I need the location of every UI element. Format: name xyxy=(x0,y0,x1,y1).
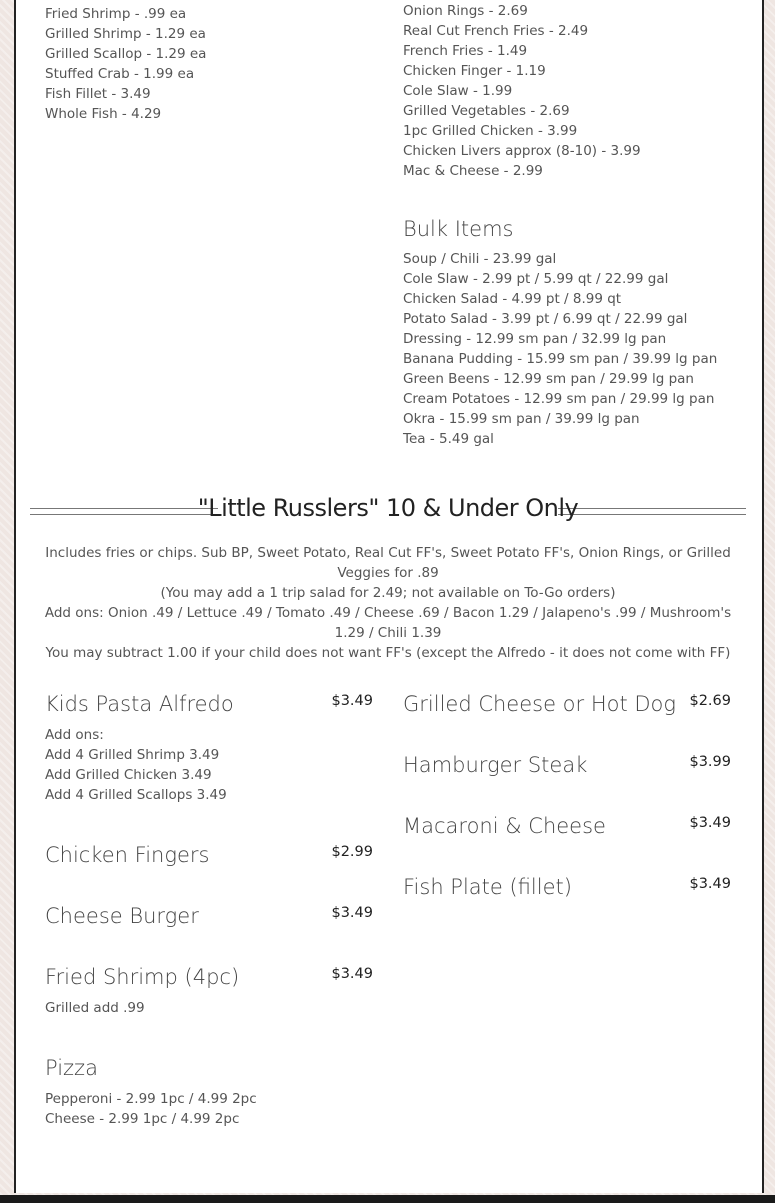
kids-desc-line: Add ons: Onion .49 / Lettuce .49 / Tomato .49 / Cheese .69 / Bacon 1.29 / Jalapeno's .99 / Mushroom's 1.29 / Chili 1.39 xyxy=(44,605,732,641)
kids-section-title: "Little Russlers" 10 & Under Only xyxy=(197,494,579,522)
bulk-title: Bulk Items xyxy=(403,217,514,241)
option-line: Add ons: xyxy=(45,727,104,743)
option-line: Pepperoni - 2.99 1pc / 4.99 2pc xyxy=(45,1091,257,1107)
list-item: Potato Salad - 3.99 pt / 6.99 qt / 22.99 gal xyxy=(403,311,688,327)
list-item: Chicken Finger - 1.19 xyxy=(403,63,546,79)
bulk-section xyxy=(403,215,738,449)
list-item: Chicken Salad - 4.99 pt / 8.99 qt xyxy=(403,291,622,307)
item-price: $3.49 xyxy=(331,693,373,709)
item-price: $3.99 xyxy=(689,754,731,770)
item-options xyxy=(45,998,375,1018)
menu-item-cheese-burger xyxy=(45,902,375,930)
menu-item-fried-shrimp xyxy=(45,963,375,1018)
footer-bar xyxy=(0,1195,775,1203)
item-name: Cheese Burger xyxy=(45,904,199,928)
list-item: Okra - 15.99 sm pan / 39.99 lg pan xyxy=(403,411,640,427)
list-item: Tea - 5.49 gal xyxy=(403,431,494,447)
item-price: $2.69 xyxy=(689,693,731,709)
option-line: Add 4 Grilled Scallops 3.49 xyxy=(45,787,227,803)
kids-section-header xyxy=(30,490,746,530)
list-item: Chicken Livers approx (8-10) - 3.99 xyxy=(403,143,641,159)
item-options xyxy=(45,725,375,805)
item-options xyxy=(45,1089,375,1129)
seafood-list xyxy=(45,4,375,124)
item-price: $3.49 xyxy=(689,815,731,831)
item-name: Pizza xyxy=(45,1056,98,1080)
list-item: Green Beens - 12.99 sm pan / 29.99 lg pan xyxy=(403,371,694,387)
kids-desc-line: (You may add a 1 trip salad for 2.49; not available on To-Go orders) xyxy=(160,585,616,601)
list-item: Soup / Chili - 23.99 gal xyxy=(403,251,557,267)
menu-item-pizza xyxy=(45,1054,375,1129)
sides-list xyxy=(403,1,738,181)
list-item: Grilled Shrimp - 1.29 ea xyxy=(45,26,206,42)
item-price: $3.49 xyxy=(331,966,373,982)
menu-item-chicken-fingers xyxy=(45,841,375,869)
item-name: Hamburger Steak xyxy=(403,753,588,777)
item-name: Fried Shrimp (4pc) xyxy=(45,965,240,989)
list-item: Fish Fillet - 3.49 xyxy=(45,86,151,102)
item-name: Chicken Fingers xyxy=(45,843,210,867)
item-name: Macaroni & Cheese xyxy=(403,814,606,838)
list-item: Onion Rings - 2.69 xyxy=(403,3,528,19)
menu-item-macaroni-cheese xyxy=(403,812,733,840)
option-line: Cheese - 2.99 1pc / 4.99 2pc xyxy=(45,1111,240,1127)
list-item: Cream Potatoes - 12.99 sm pan / 29.99 lg pan xyxy=(403,391,715,407)
item-name: Kids Pasta Alfredo xyxy=(45,692,234,716)
kids-desc-line: Includes fries or chips. Sub BP, Sweet Potato, Real Cut FF's, Sweet Potato FF's, Onion Rings, or Grilled Veggies for .89 xyxy=(45,545,731,581)
menu-item-grilled-cheese-hot-dog xyxy=(403,690,733,718)
option-line: Add 4 Grilled Shrimp 3.49 xyxy=(45,747,220,763)
list-item: French Fries - 1.49 xyxy=(403,43,528,59)
list-item: Stuffed Crab - 1.99 ea xyxy=(45,66,195,82)
menu-item-fish-plate xyxy=(403,873,733,901)
menu-item-hamburger-steak xyxy=(403,751,733,779)
list-item: Cole Slaw - 2.99 pt / 5.99 qt / 22.99 gal xyxy=(403,271,669,287)
list-item: Fried Shrimp - .99 ea xyxy=(45,6,187,22)
item-price: $3.49 xyxy=(689,876,731,892)
item-price: $2.99 xyxy=(331,844,373,860)
list-item: Cole Slaw - 1.99 xyxy=(403,83,513,99)
item-price: $3.49 xyxy=(331,905,373,921)
option-line: Add Grilled Chicken 3.49 xyxy=(45,767,212,783)
list-item: Banana Pudding - 15.99 sm pan / 39.99 lg pan xyxy=(403,351,718,367)
list-item: Dressing - 12.99 sm pan / 32.99 lg pan xyxy=(403,331,667,347)
list-item: Mac & Cheese - 2.99 xyxy=(403,163,543,179)
menu-item-kids-pasta-alfredo xyxy=(45,690,375,805)
kids-desc-line: You may subtract 1.00 if your child does not want FF's (except the Alfredo - it does not come with FF) xyxy=(45,645,731,661)
option-line: Grilled add .99 xyxy=(45,1000,145,1016)
item-name: Grilled Cheese or Hot Dog xyxy=(403,692,677,716)
list-item: 1pc Grilled Chicken - 3.99 xyxy=(403,123,578,139)
list-item: Whole Fish - 4.29 xyxy=(45,106,162,122)
item-name: Fish Plate (fillet) xyxy=(403,875,572,899)
kids-description xyxy=(28,543,748,663)
list-item: Real Cut French Fries - 2.49 xyxy=(403,23,589,39)
list-item: Grilled Vegetables - 2.69 xyxy=(403,103,570,119)
list-item: Grilled Scallop - 1.29 ea xyxy=(45,46,207,62)
